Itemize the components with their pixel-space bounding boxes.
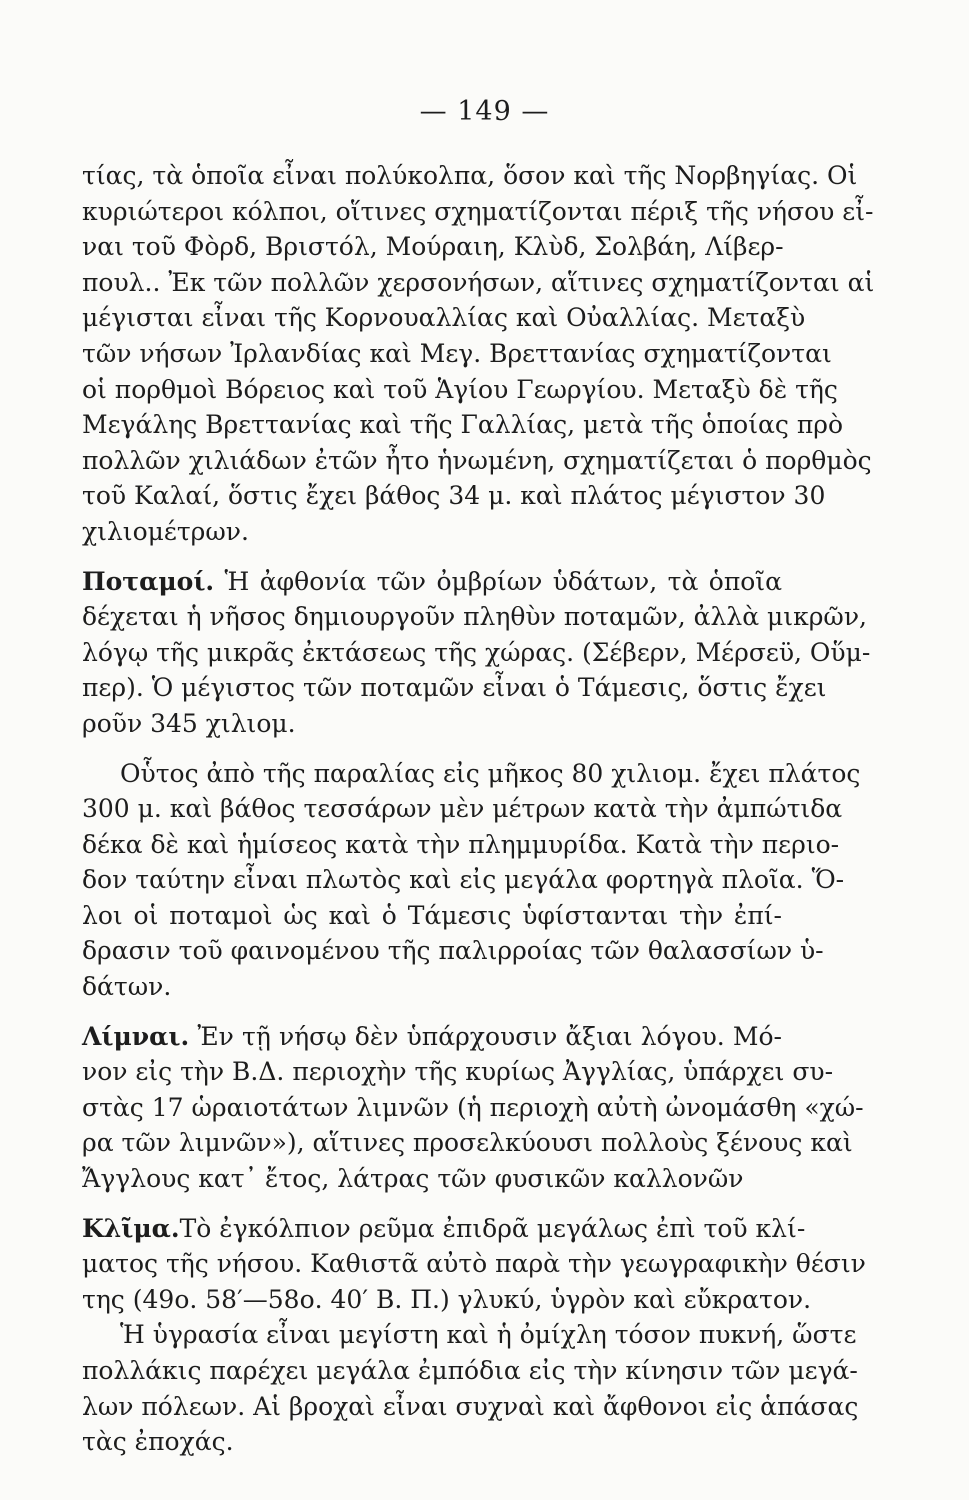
text-line: της (49ο. 58′—58ο. 40′ Β. Π.) γλυκύ, ὑγρὸν καὶ εὔκρατον. <box>82 1284 812 1314</box>
text-line: Ἐν τῇ νήσῳ δὲν ὑπάρχουσιν ἄξιαι λόγου. Μό- <box>189 1021 782 1051</box>
text-line: στὰς 17 ὡραιοτάτων λιμνῶν (ἡ περιοχὴ αὐτὴ ὠνομάσθη «χώ- <box>82 1092 864 1122</box>
paragraph-lakes <box>82 1019 864 1197</box>
text-line: τίας, τὰ ὁποῖα εἶναι πολύκολπα, ὅσον καὶ τῆς Νορβηγίας. Οἱ <box>82 161 858 190</box>
text-line: δον ταύτην εἶναι πλωτὸς καὶ εἰς μεγάλα φορτηγὰ πλοῖα. Ὅ- <box>82 865 845 895</box>
text-line: τῶν νήσων Ἰρλανδίας καὶ Μεγ. Βρεττανίας σχηματίζονται <box>82 338 832 368</box>
section-heading-rivers: Ποταμοί. <box>82 566 215 596</box>
text-line: πολλάκις παρέχει μεγάλα ἐμπόδια εἰς τὴν κίνησιν τῶν μεγά- <box>82 1356 858 1385</box>
paragraph-islands-gulfs <box>82 158 875 550</box>
text-line: οἱ πορθμοὶ Βόρειος καὶ τοῦ Ἁγίου Γεωργίου. Μεταξὺ δὲ τῆς <box>82 374 838 404</box>
text-line: Ἡ ἀφθονία τῶν ὀμβρίων ὑδάτων, τὰ ὁποῖα <box>214 566 782 596</box>
text-line: κυριώτεροι κόλποι, οἵτινες σχηματίζονται πέριξ τῆς νήσου εἶ- <box>82 196 874 226</box>
text-line: Ἡ ὑγρασία εἶναι μεγίστη καὶ ἡ ὀμίχλη τόσον πυκνή, ὥστε <box>120 1320 857 1350</box>
text-line: πολλῶν χιλιάδων ἐτῶν ἦτο ἡνωμένη, σχηματίζεται ὁ πορθμὸς <box>82 445 872 475</box>
text-line: 300 μ. καὶ βάθος τεσσάρων μὲν μέτρων κατὰ τὴν ἀμπώτιδα <box>82 794 843 824</box>
text-line: λων πόλεων. Αἱ βροχαὶ εἶναι συχναὶ καὶ ἄφθονοι εἰς ἁπάσας <box>82 1391 859 1421</box>
text-line: περ). Ὁ μέγιστος τῶν ποταμῶν εἶναι ὁ Τάμεσις, ὅστις ἔχει <box>82 673 827 703</box>
text-line: δρασιν τοῦ φαινομένου τῆς παλιρροίας τῶν θαλασσίων ὑ- <box>82 936 824 966</box>
text-line: χιλιομέτρων. <box>82 516 249 546</box>
text-line: λόγῳ τῆς μικρᾶς ἐκτάσεως τῆς χώρας. (Σέβερν, Μέρσεϋ, Οὕμ- <box>82 637 871 667</box>
text-line: μέγισται εἶναι τῆς Κορνουαλλίας καὶ Οὐαλλίας. Μεταξὺ <box>82 303 806 333</box>
paragraph-thames <box>82 756 861 1005</box>
section-heading-lakes: Λίμναι. <box>82 1021 190 1051</box>
text-line: τοῦ Καλαί, ὅστις ἔχει βάθος 34 μ. καὶ πλάτος μέγιστον 30 <box>82 481 826 511</box>
text-line: ναι τοῦ Φὸρδ, Βριστόλ, Μούραιη, Κλὺδ, Σολβάη, Λίβερ- <box>82 232 784 262</box>
text-line: ρα τῶν λιμνῶν»), αἵτινες προσελκύουσι πολλοὺς ξένους καὶ <box>82 1128 853 1158</box>
text-line: Ἄγγλους κατ᾿ ἔτος, λάτρας τῶν φυσικῶν καλλονῶν <box>82 1164 744 1194</box>
text-line: Οὗτος ἀπὸ τῆς παραλίας εἰς μῆκος 80 χιλιομ. ἔχει πλάτος <box>120 758 861 788</box>
paragraph-rivers <box>82 564 871 742</box>
section-heading-climate: Κλῖμα. <box>82 1213 180 1243</box>
text-line: πουλ.. Ἐκ τῶν πολλῶν χερσονήσων, αἵτινες σχηματίζονται αἱ <box>82 267 875 297</box>
page-number: — 149 — <box>419 96 550 127</box>
text-line: λοι οἱ ποταμοὶ ὡς καὶ ὁ Τάμεσις ὑφίστανται τὴν ἐπί- <box>82 900 782 930</box>
paragraph-climate <box>82 1211 866 1460</box>
body-text <box>82 158 875 1460</box>
text-line: δάτων. <box>82 972 172 1002</box>
text-line: Μεγάλης Βρεττανίας καὶ τῆς Γαλλίας, μετὰ τῆς ὁποίας πρὸ <box>82 410 844 440</box>
text-line: τὰς ἐποχάς. <box>82 1427 234 1457</box>
text-line: νον εἰς τὴν Β.Δ. περιοχὴν τῆς κυρίως Ἀγγλίας, ὑπάρχει συ- <box>82 1057 834 1087</box>
text-line: δέκα δὲ καὶ ἡμίσεος κατὰ τὴν πλημμυρίδα. Κατὰ τὴν περιο- <box>82 829 840 859</box>
text-line: ροῦν 345 χιλιομ. <box>82 708 296 738</box>
text-line: δέχεται ἡ νῆσος δημιουργοῦν πληθὺν ποταμῶν, ἀλλὰ μικρῶν, <box>82 602 867 632</box>
text-line: ματος τῆς νήσου. Καθιστᾶ αὐτὸ παρὰ τὴν γεωγραφικὴν θέσιν <box>82 1249 866 1279</box>
text-line: Τὸ ἐγκόλπιον ρεῦμα ἐπιδρᾶ μεγάλως ἐπὶ τοῦ κλί- <box>179 1213 806 1243</box>
